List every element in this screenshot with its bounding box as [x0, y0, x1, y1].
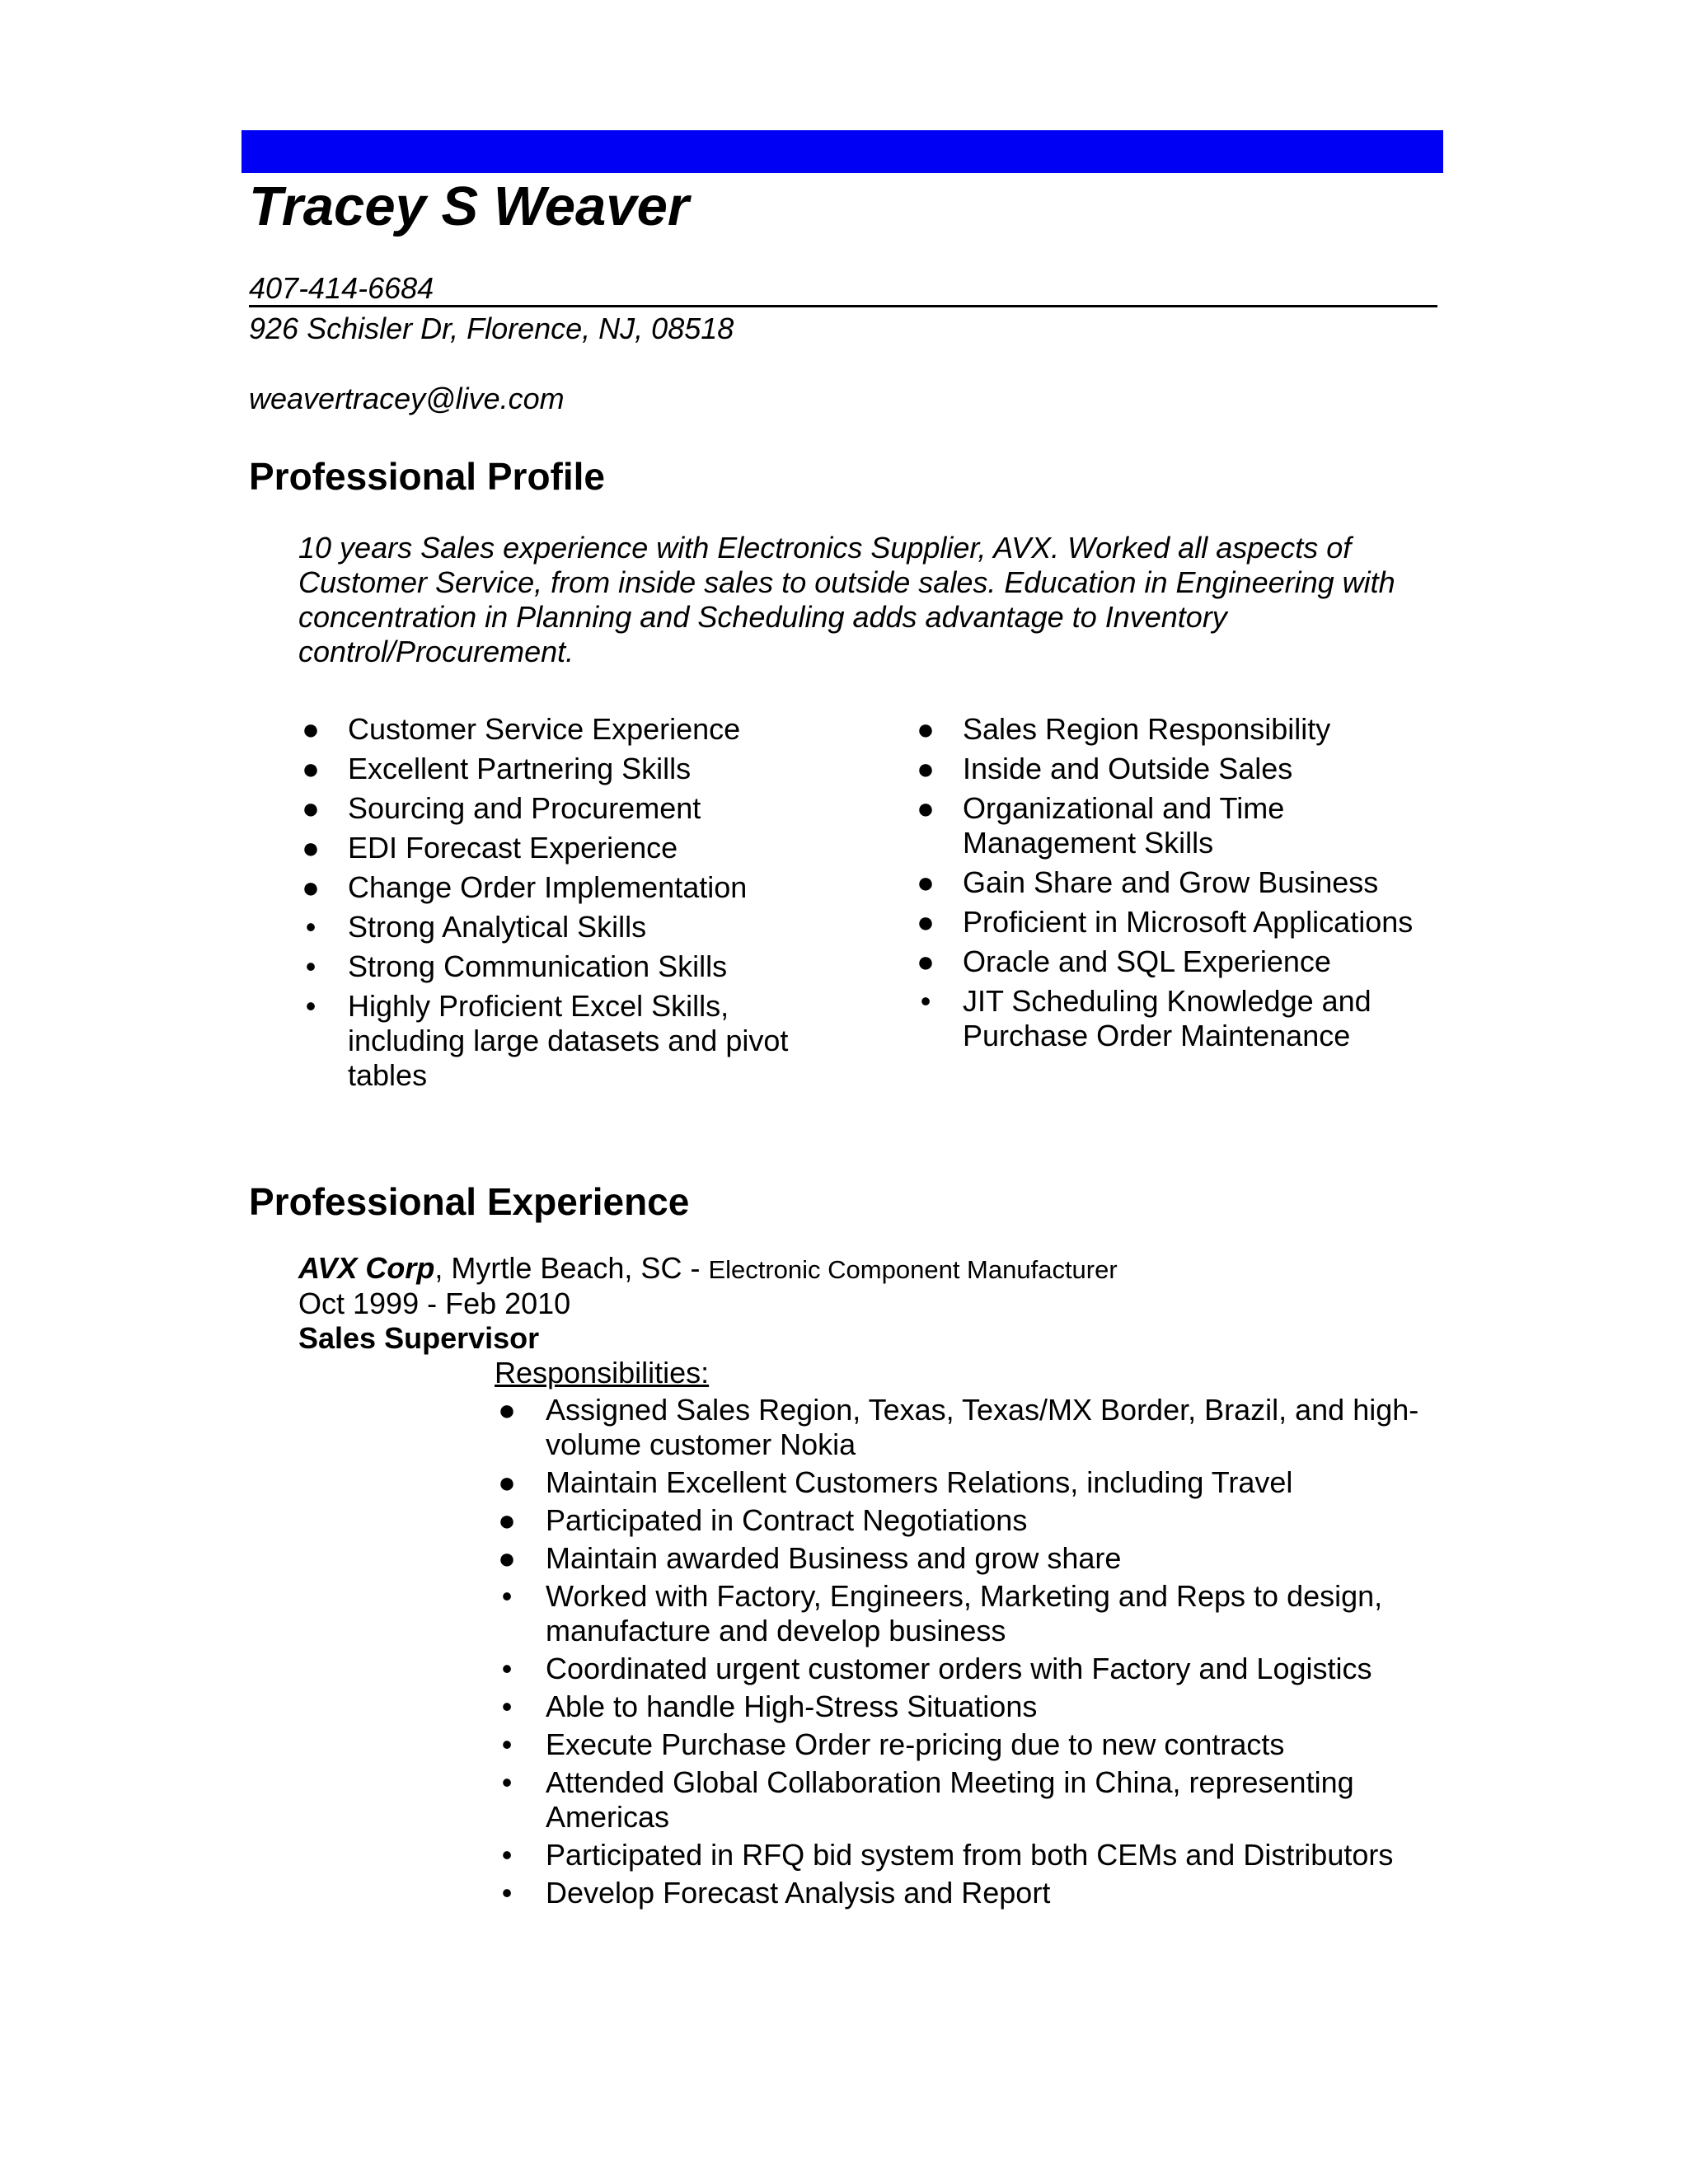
bullet-icon: • [501, 1690, 513, 1723]
responsibility-text: Maintain Excellent Customers Relations, including Travel [546, 1465, 1293, 1499]
skill-item [913, 905, 1441, 940]
responsibility-text: Maintain awarded Business and grow share [546, 1541, 1122, 1575]
responsibility-text: Able to handle High-Stress Situations [546, 1690, 1038, 1723]
responsibility-text: Attended Global Collaboration Meeting in China, representing Americas [546, 1765, 1354, 1834]
skill-text: Customer Service Experience [348, 712, 741, 746]
bullet-icon: ● [917, 865, 935, 899]
skill-item [913, 791, 1441, 860]
responsibility-item [495, 1579, 1451, 1648]
skill-item [298, 752, 826, 786]
bullet-icon: ● [302, 831, 320, 865]
responsibilities-label: Responsibilities: [495, 1356, 710, 1390]
skill-text: Excellent Partnering Skills [348, 752, 692, 785]
skill-item [298, 831, 826, 865]
profile-heading: Professional Profile [249, 455, 606, 498]
skill-text: Proficient in Microsoft Applications [963, 905, 1414, 939]
skills-list-left [298, 712, 826, 1098]
summary-line: control/Procurement. [298, 635, 574, 668]
skill-item [298, 870, 826, 905]
skill-text: Strong Analytical Skills [348, 910, 647, 944]
job-header [298, 1251, 1118, 1287]
bullet-icon: ● [917, 944, 935, 978]
skill-item [298, 910, 826, 944]
responsibility-text: Execute Purchase Order re-pricing due to new contracts [546, 1727, 1285, 1761]
responsibilities-list [495, 1393, 1451, 1914]
skill-text: Gain Share and Grow Business [963, 865, 1379, 899]
mailing-address: 926 Schisler Dr, Florence, NJ, 08518 [249, 312, 734, 345]
profile-summary [298, 531, 1444, 669]
skill-item [913, 865, 1441, 900]
skill-text: Change Order Implementation [348, 870, 748, 904]
responsibility-item [495, 1541, 1451, 1576]
bullet-icon: ● [302, 712, 320, 746]
skill-item [298, 791, 826, 826]
skills-list-right [913, 712, 1441, 1058]
bullet-icon: • [501, 1876, 513, 1910]
skill-item [298, 949, 826, 984]
bullet-icon: ● [917, 791, 935, 825]
skill-item [913, 712, 1441, 747]
responsibility-text: Assigned Sales Region, Texas, Texas/MX Border, Brazil, and high-volume customer Nokia [546, 1393, 1419, 1461]
skill-item [913, 752, 1441, 786]
responsibility-item [495, 1393, 1451, 1462]
bullet-icon: • [501, 1838, 513, 1872]
bullet-icon: ● [498, 1541, 516, 1575]
bullet-icon: • [501, 1579, 513, 1613]
company-location: , Myrtle Beach, SC - [434, 1251, 709, 1285]
responsibility-item [495, 1765, 1451, 1835]
bullet-icon: ● [917, 905, 935, 939]
responsibility-item [495, 1503, 1451, 1538]
summary-line: concentration in Planning and Scheduling adds advantage to Inventory [298, 600, 1227, 634]
responsibility-text: Participated in RFQ bid system from both CEMs and Distributors [546, 1838, 1394, 1872]
bullet-icon: ● [302, 752, 320, 785]
skill-item [913, 944, 1441, 979]
skill-text: Organizational and Time Management Skills [963, 791, 1285, 860]
responsibility-item [495, 1465, 1451, 1500]
candidate-name: Tracey S Weaver [249, 176, 689, 237]
bullet-icon: • [501, 1727, 513, 1761]
responsibility-text: Participated in Contract Negotiations [546, 1503, 1028, 1537]
contact-divider [249, 305, 1437, 307]
skill-text: Inside and Outside Sales [963, 752, 1293, 785]
responsibility-text: Develop Forecast Analysis and Report [546, 1876, 1051, 1910]
skill-text: EDI Forecast Experience [348, 831, 678, 865]
responsibility-item [495, 1652, 1451, 1686]
bullet-icon: • [920, 984, 931, 1018]
bullet-icon: ● [498, 1465, 516, 1499]
skill-text: Sourcing and Procurement [348, 791, 701, 825]
bullet-icon: ● [917, 712, 935, 746]
header-accent-bar [241, 130, 1443, 173]
company-description: Electronic Component Manufacturer [708, 1255, 1118, 1284]
bullet-icon: ● [917, 752, 935, 785]
skill-text: JIT Scheduling Knowledge and Purchase Order Maintenance [963, 984, 1372, 1052]
responsibility-item [495, 1838, 1451, 1872]
phone-number: 407-414-6684 [249, 271, 434, 305]
responsibility-item [495, 1727, 1451, 1762]
skill-text: Strong Communication Skills [348, 949, 728, 983]
bullet-icon: ● [498, 1503, 516, 1537]
bullet-icon: • [501, 1765, 513, 1799]
bullet-icon: • [305, 989, 316, 1023]
responsibility-item [495, 1876, 1451, 1910]
responsibility-text: Worked with Factory, Engineers, Marketing and Reps to design, manufacture and develop business [546, 1579, 1383, 1647]
skill-item [298, 989, 826, 1093]
company-name: AVX Corp [298, 1251, 435, 1285]
bullet-icon: ● [498, 1393, 516, 1427]
summary-line: 10 years Sales experience with Electronics Supplier, AVX. Worked all aspects of [298, 531, 1352, 565]
skill-text: Sales Region Responsibility [963, 712, 1331, 746]
skill-item [913, 984, 1441, 1053]
job-dates: Oct 1999 - Feb 2010 [298, 1286, 571, 1320]
bullet-icon: • [305, 910, 316, 944]
experience-heading: Professional Experience [249, 1180, 690, 1223]
responsibility-item [495, 1690, 1451, 1724]
skill-item [298, 712, 826, 747]
skill-text: Highly Proficient Excel Skills, including large datasets and pivot tables [348, 989, 789, 1092]
bullet-icon: ● [302, 791, 320, 825]
bullet-icon: • [501, 1652, 513, 1685]
job-title: Sales Supervisor [298, 1321, 540, 1355]
skill-text: Oracle and SQL Experience [963, 944, 1331, 978]
email-address: weavertracey@live.com [249, 382, 565, 415]
summary-line: Customer Service, from inside sales to outside sales. Education in Engineering with [298, 565, 1395, 599]
responsibility-text: Coordinated urgent customer orders with Factory and Logistics [546, 1652, 1372, 1685]
bullet-icon: ● [302, 870, 320, 904]
bullet-icon: • [305, 949, 316, 983]
